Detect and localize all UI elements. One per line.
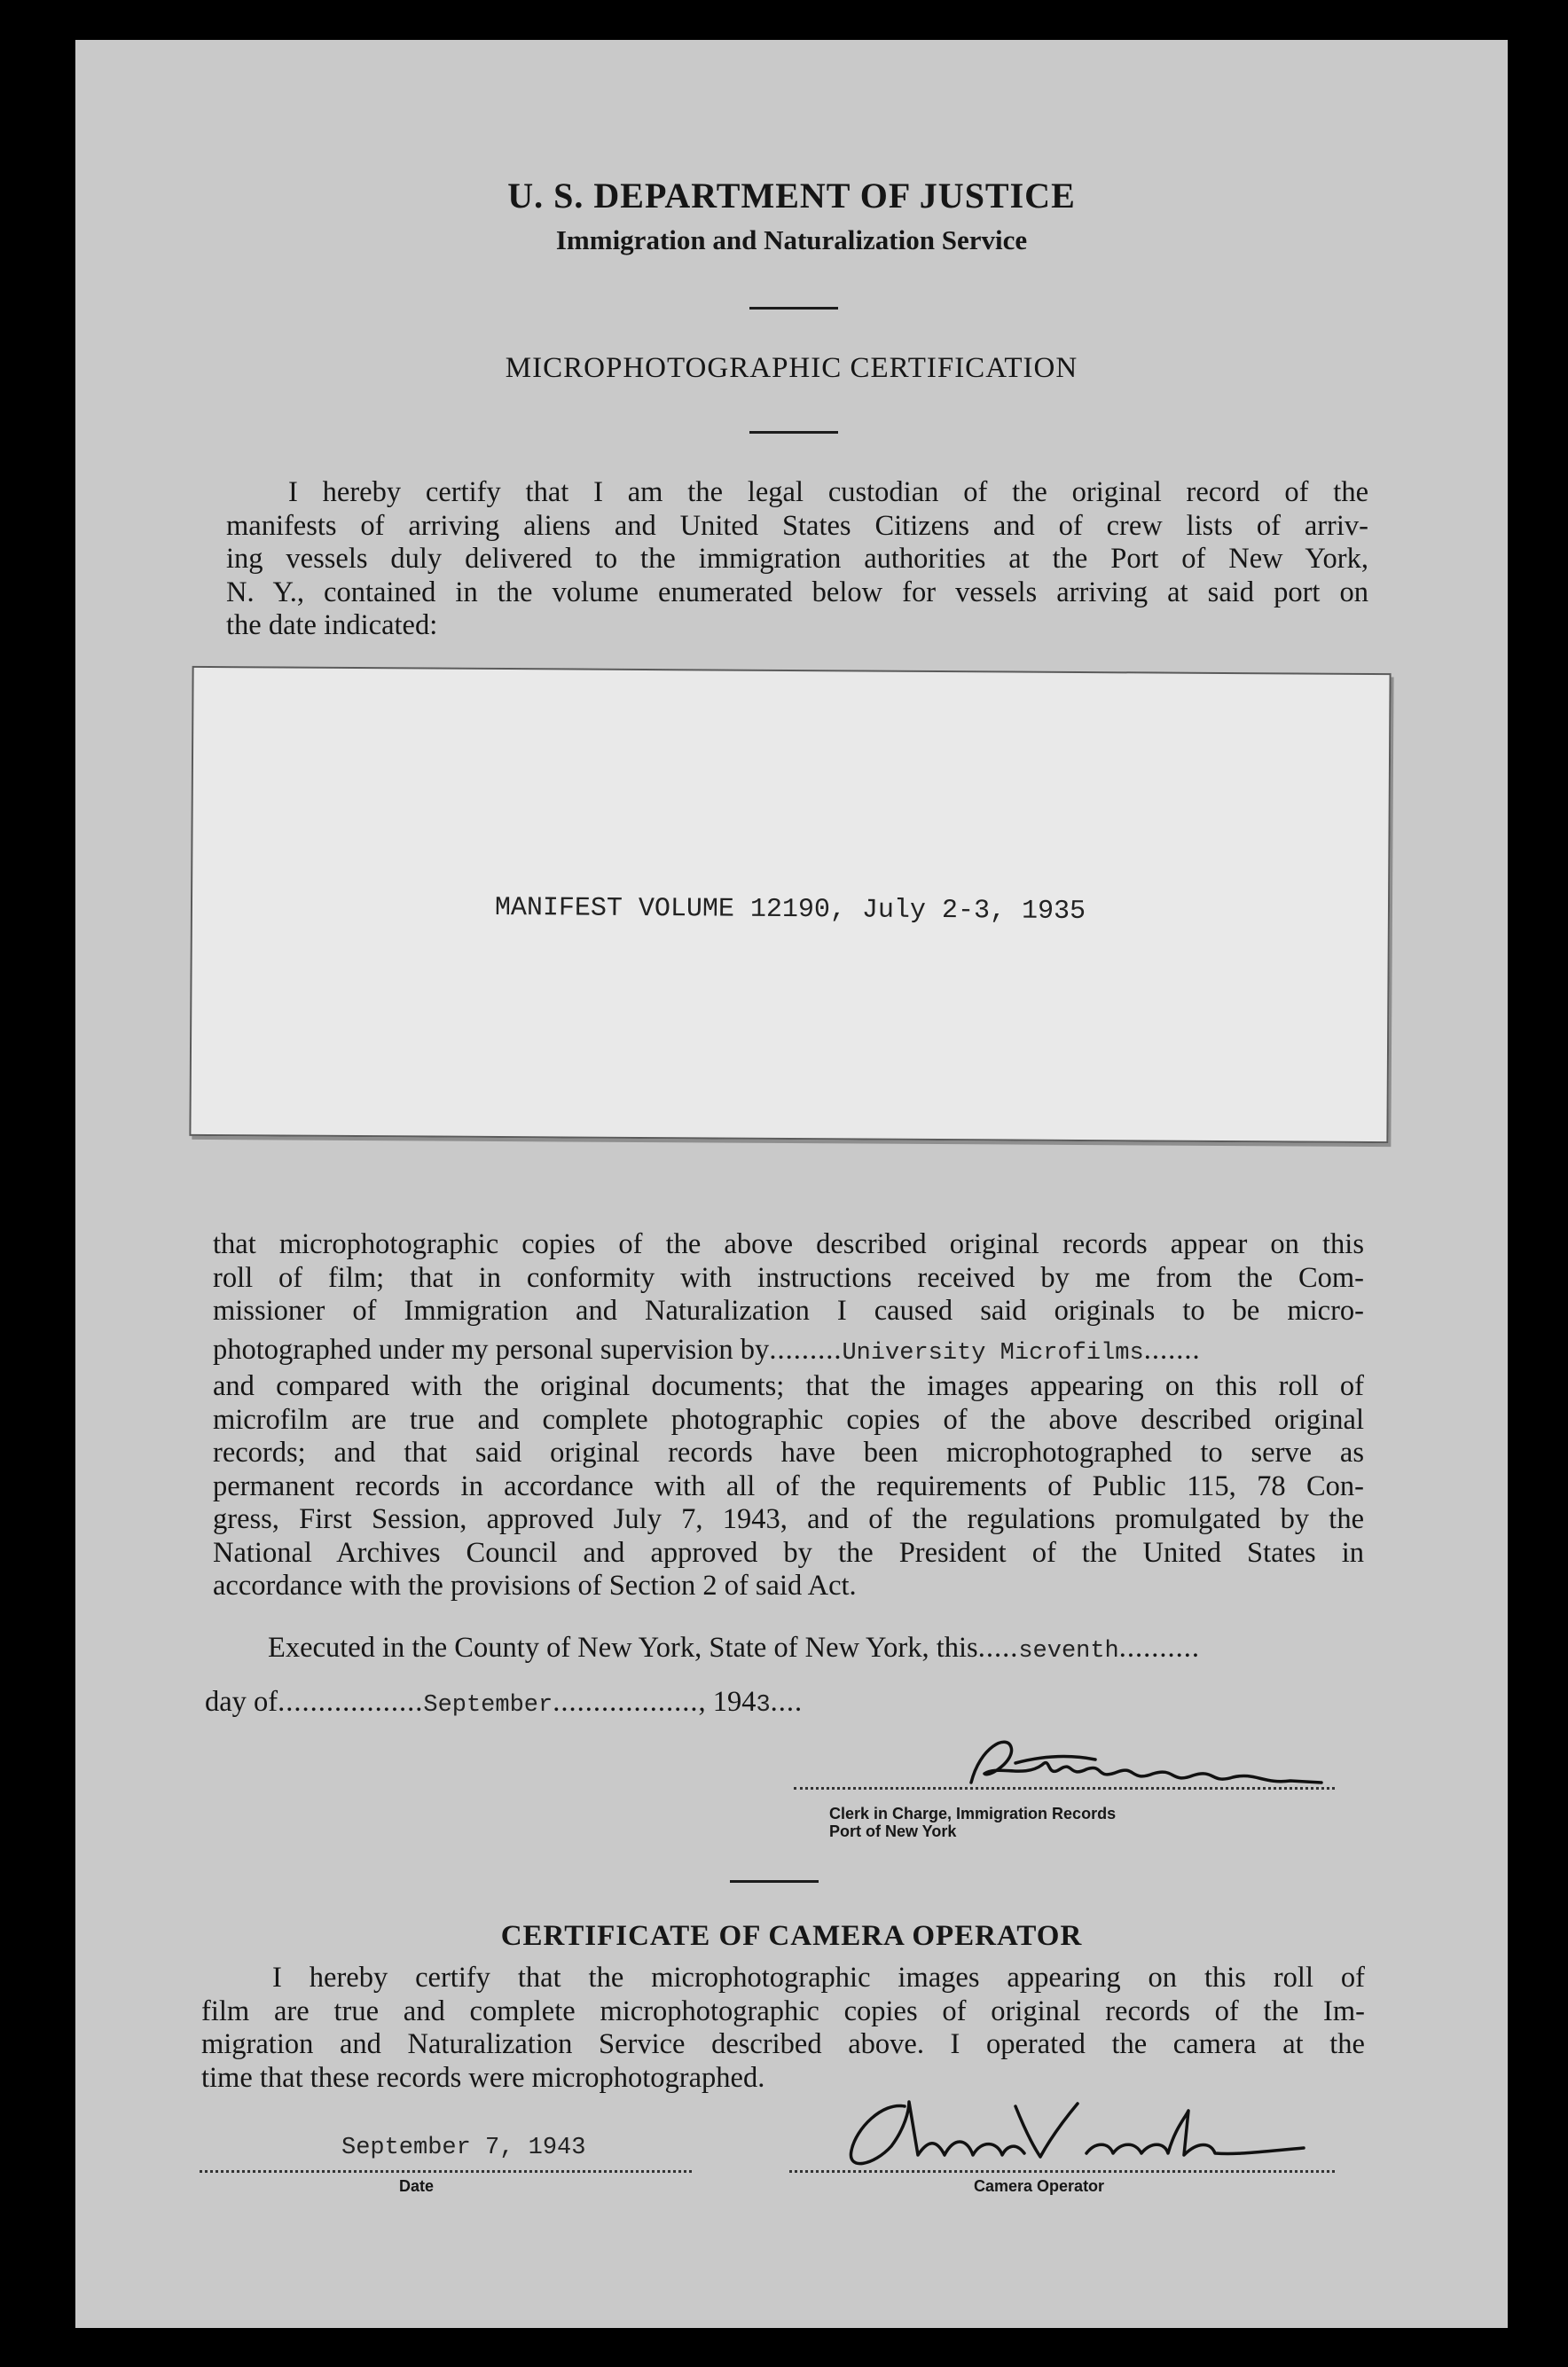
divider-rule (749, 431, 838, 434)
certificate-page (75, 40, 1508, 2328)
manifest-volume-card (189, 666, 1391, 1143)
certification-title: MICROPHOTOGRAPHIC CERTIFICATION (505, 352, 1078, 384)
paragraph-line: records; and that said original records have been microphotographed to serve as (213, 1437, 1364, 1469)
paragraph-line: that microphotographic copies of the above described original records appear on this (213, 1228, 1364, 1260)
clerk-location: Port of New York (829, 1822, 957, 1840)
manifest-volume-text: MANIFEST VOLUME 12190, July 2-3, 1935 (494, 892, 1086, 928)
operator-certificate-title: CERTIFICATE OF CAMERA OPERATOR (500, 1920, 1083, 1952)
paragraph-line: N. Y., contained in the volume enumerated below for vessels arriving at said port on (226, 576, 1368, 608)
paragraph-line: accordance with the provisions of Section 2 of said Act. (213, 1570, 857, 1602)
signature-stroke (851, 2102, 1024, 2164)
supervision-prefix: photographed under my personal supervision by (213, 1333, 770, 1366)
clerk-signature (962, 1729, 1335, 1800)
certification-body (213, 1228, 1364, 1603)
paragraph-line: I hereby certify that I am the legal custodian of the original record of the (288, 476, 1368, 508)
paragraph-line: ing vessels duly delivered to the immigration authorities at the Port of New York, (226, 543, 1368, 575)
paragraph-line: manifests of arriving aliens and United States Citizens and of crew lists of arriv- (226, 509, 1368, 542)
clerk-title: Clerk in Charge, Immigration Records (829, 1805, 1117, 1822)
paragraph-line: permanent records in accordance with all of the requirements of Public 115, 78 Con- (213, 1470, 1364, 1502)
paragraph-line: migration and Naturalization Service described above. I operated the camera at the (201, 2028, 1365, 2060)
supervisor-value: University Microfilms (842, 1339, 1144, 1367)
signature-stroke (1015, 2104, 1078, 2157)
divider-rule (749, 307, 838, 310)
execution-prefix: Executed in the County of New York, State of New York, this (268, 1632, 978, 1664)
clerk-caption (829, 1805, 1116, 1840)
department-heading: U. S. DEPARTMENT OF JUSTICE (507, 176, 1076, 216)
paragraph-line: and compared with the original documents; that the images appearing on this roll of (213, 1370, 1364, 1402)
signature-stroke (1015, 1757, 1095, 1763)
paragraph-line: the date indicated: (226, 609, 438, 641)
supervision-line: photographed under my personal supervision by.........University Microfilms....... (213, 1333, 1201, 1367)
year-digit: 3 (756, 1692, 771, 1719)
service-subheading: Immigration and Naturalization Service (555, 224, 1028, 255)
execution-month: September (423, 1692, 553, 1719)
execution-date-line: day of..................September.................., 1943.... (205, 1686, 804, 1719)
execution-day: seventh (1018, 1638, 1119, 1665)
signature-stroke (1086, 2111, 1304, 2155)
paragraph-line: National Archives Council and approved by the President of the United States in (213, 1536, 1364, 1569)
paragraph-line: I hereby certify that the microphotographic images appearing on this roll of (272, 1962, 1365, 1994)
date-caption: Date (399, 2177, 435, 2195)
date-line (200, 2170, 692, 2173)
intro-paragraph (226, 476, 1368, 643)
paragraph-line: missioner of Immigration and Naturalization I caused said originals to be micro- (213, 1295, 1364, 1327)
paragraph-line: gress, First Session, approved July 7, 1943, and of the regulations promulgated by the (213, 1503, 1364, 1535)
paragraph-line: time that these records were microphotographed. (201, 2061, 765, 2094)
paragraph-line: microfilm are true and complete photographic copies of the above described original (213, 1403, 1364, 1436)
paragraph-line: roll of film; that in conformity with instructions received by me from the Com- (213, 1261, 1364, 1294)
paragraph-line: film are true and complete microphotographic copies of original records of the Im- (201, 1995, 1365, 2027)
operator-signature (820, 2093, 1317, 2177)
operator-caption: Camera Operator (974, 2177, 1105, 2195)
year-prefix: , 194 (698, 1686, 757, 1718)
operator-paragraph (201, 1962, 1365, 2095)
divider-rule (730, 1880, 819, 1883)
execution-line: Executed in the County of New York, State of New York, this.....seventh.......... (268, 1632, 1201, 1665)
operator-date-value: September 7, 1943 (341, 2135, 586, 2161)
day-of-label: day of (205, 1686, 278, 1718)
